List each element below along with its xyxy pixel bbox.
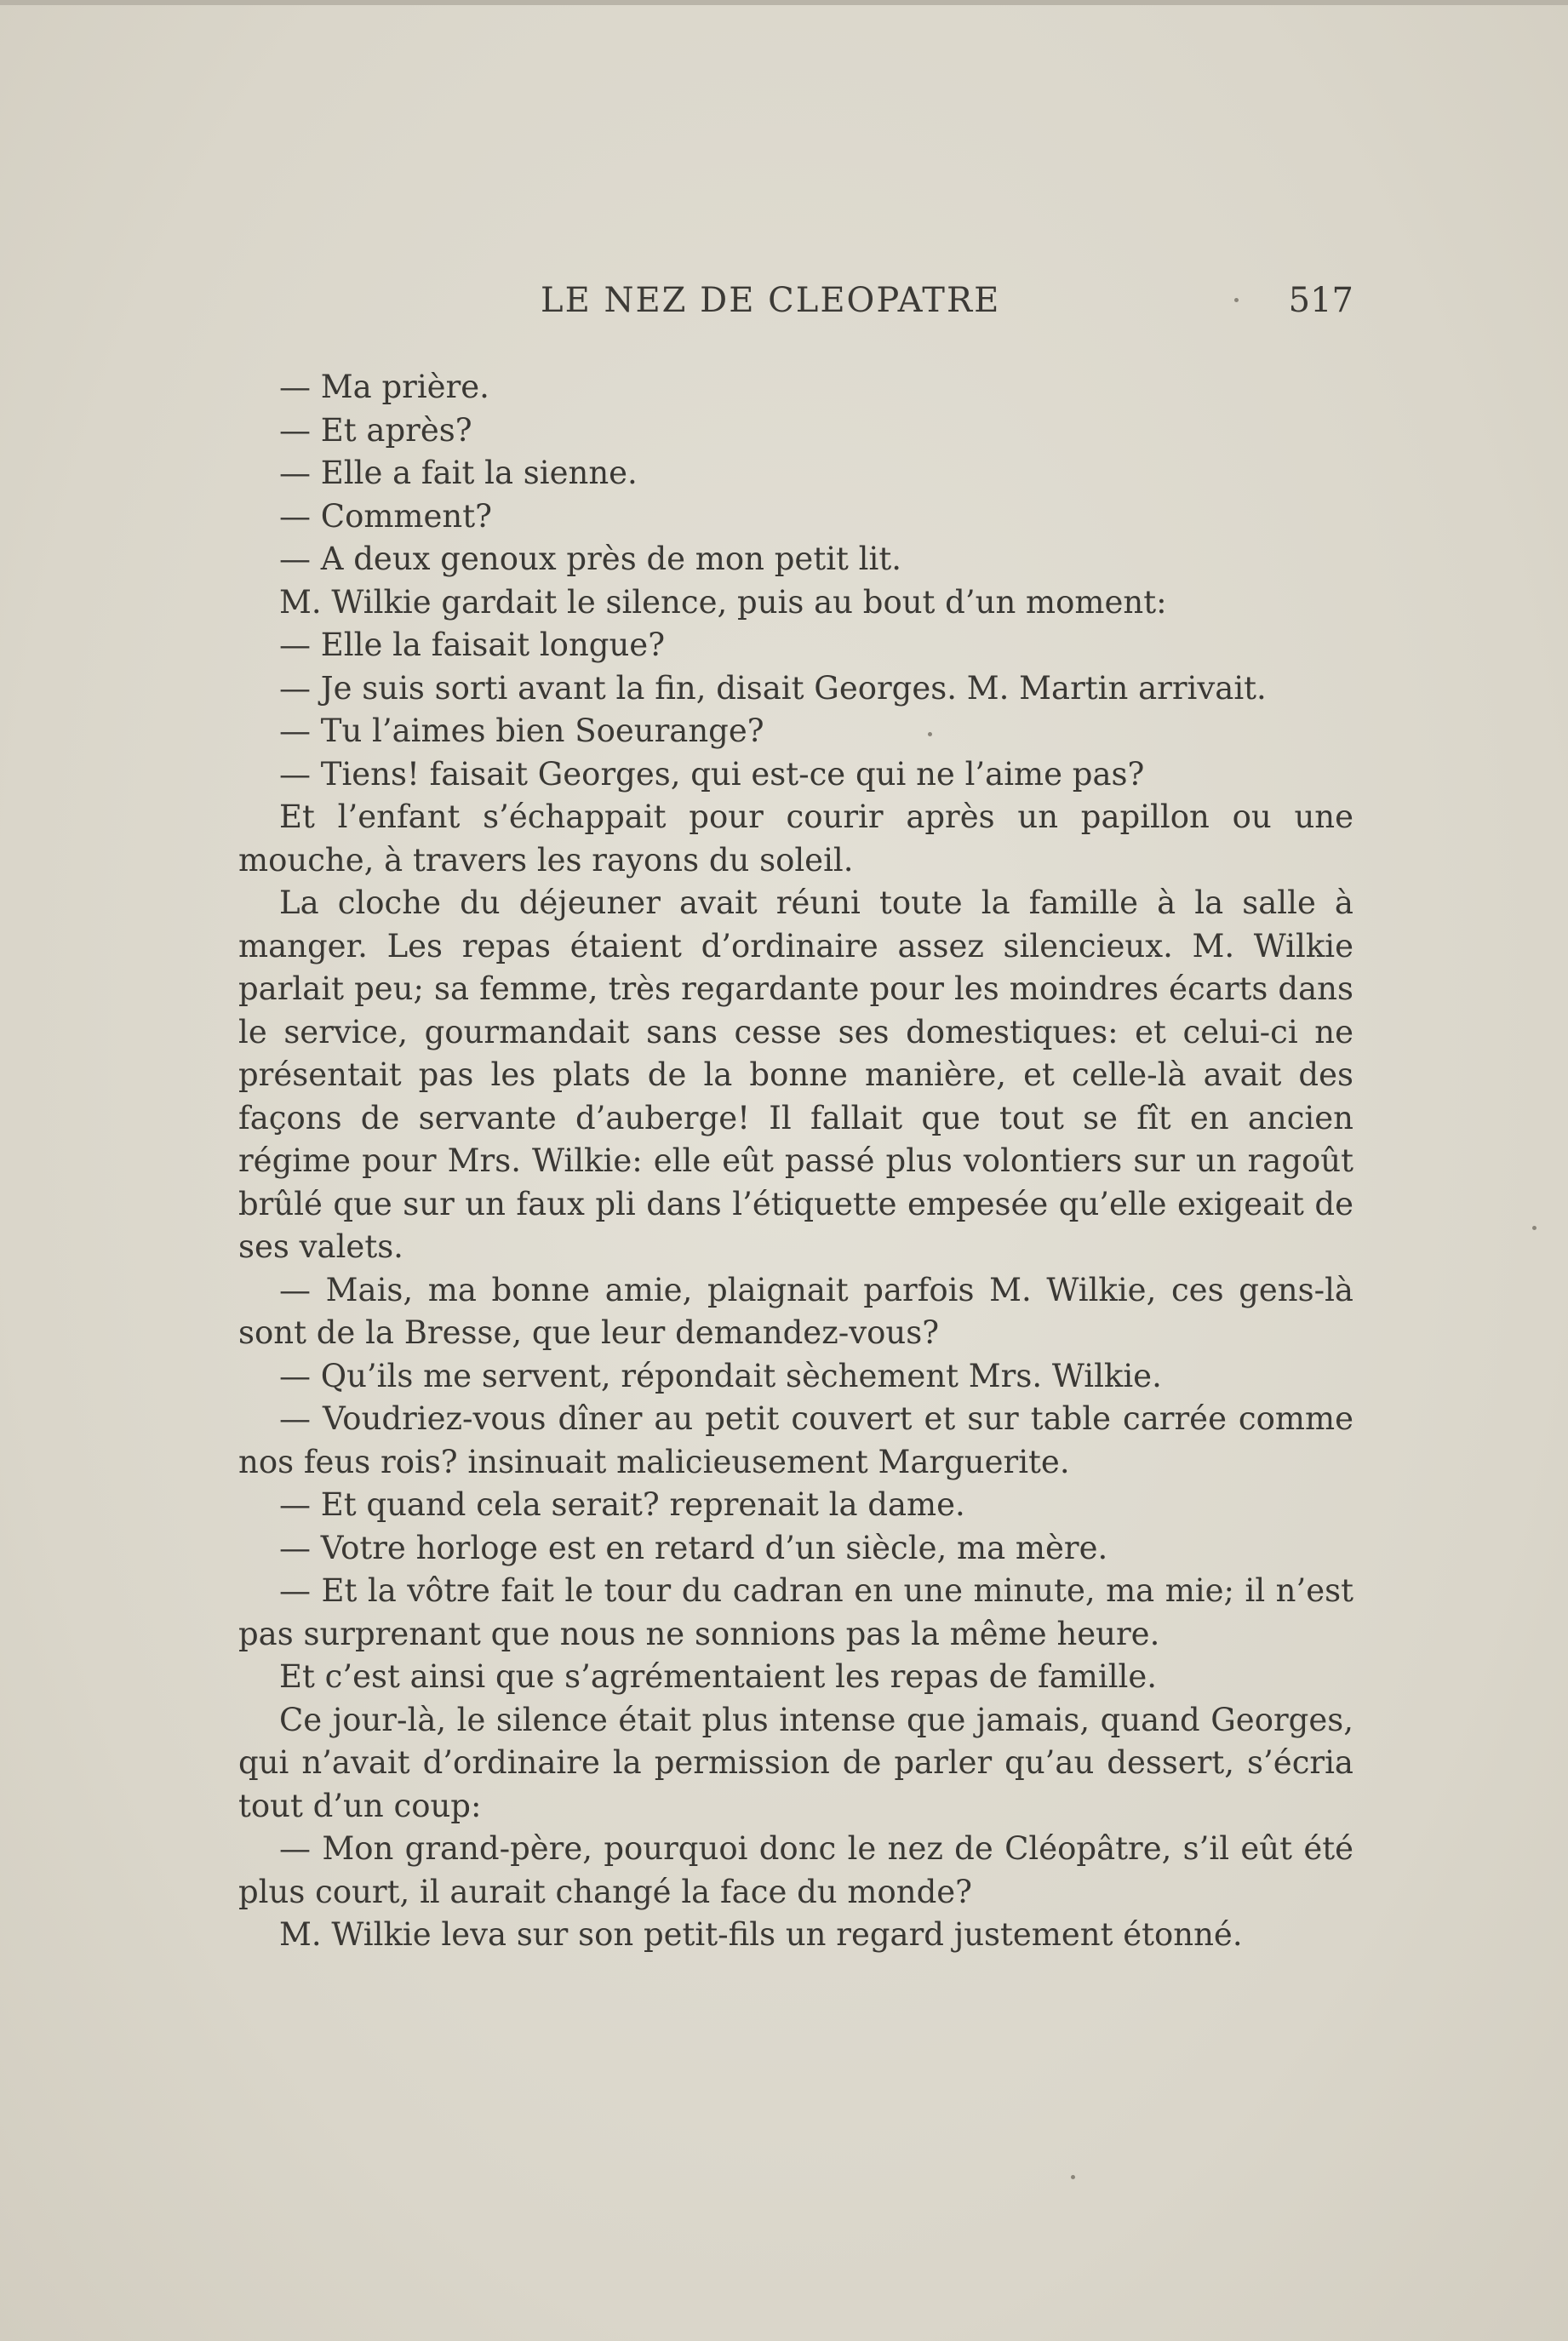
page-top-edge	[0, 0, 1568, 5]
paragraph: — Comment?	[279, 497, 492, 535]
paragraph: — Elle a fait la sienne.	[279, 455, 638, 491]
paper-speck	[928, 732, 932, 736]
paragraph: — Tiens! faisait Georges, qui est-ce qui ne l’aime pas?	[279, 755, 1145, 793]
paragraph: — Et après?	[279, 411, 472, 449]
paragraph: Et c’est ainsi que s’agrémentaient les repas de famille.	[279, 1658, 1158, 1695]
paragraph: — Ma prière.	[279, 369, 489, 405]
paragraph: Ce jour-là, le silence était plus intense que jamais, quand Georges, qui n’avait d’ordinaire la permission de parler qu’au dessert, s’écria tout d’un coup:	[238, 1701, 1353, 1824]
paragraph: — Qu’ils me servent, répondait sèchement Mrs. Wilkie.	[279, 1357, 1162, 1394]
paragraph: Et l’enfant s’échappait pour courir après un papillon ou une mouche, à travers les rayons du soleil.	[238, 798, 1353, 879]
body-text	[238, 366, 1353, 1957]
paper-speck	[1532, 1226, 1537, 1230]
paragraph: — Tu l’aimes bien Soeurange?	[279, 713, 764, 749]
page-header	[238, 281, 1353, 332]
page-number: 517	[1288, 281, 1353, 320]
paragraph: — Et la vôtre fait le tour du cadran en une minute, ma mie; il n’est pas surprenant que nous ne sonnions pas la même heure.	[238, 1572, 1353, 1652]
paragraph: M. Wilkie gardait le silence, puis au bout d’un moment:	[279, 583, 1167, 621]
paragraph: — A deux genoux près de mon petit lit.	[279, 541, 901, 577]
paragraph: — Elle la faisait longue?	[279, 627, 666, 663]
paragraph: La cloche du déjeuner avait réuni toute la famille à la salle à manger. Les repas étaient d’ordinaire assez silencieux. M. Wilkie parlait peu; sa femme, très regardante pour les moindres écarts dans le service, gourmandait sans cesse ses domestiques: et celui-ci ne présentait pas les plats de la bonne manière, et celle-là avait des façons de servante d’auberge! Il fallait que tout se fît en ancien régime pour Mrs. Wilkie: elle eût passé plus volontiers sur un ragoût brûlé que sur un faux pli dans l’étiquette empesée qu’elle exigeait de ses valets.	[238, 884, 1353, 1265]
paragraph: — Votre horloge est en retard d’un siècle, ma mère.	[279, 1529, 1108, 1566]
paper-speck	[1234, 298, 1239, 302]
paper-speck	[1071, 2175, 1075, 2179]
paragraph: M. Wilkie leva sur son petit-fils un regard justement étonné.	[279, 1916, 1243, 1953]
paragraph: — Voudriez-vous dîner au petit couvert et sur table carrée comme nos feus rois? insinuait malicieusement Marguerite.	[238, 1400, 1353, 1480]
paragraph: — Je suis sorti avant la fin, disait Georges. M. Martin arrivait.	[279, 669, 1267, 707]
running-title: LE NEZ DE CLEOPATRE	[541, 281, 1001, 320]
paragraph: — Mon grand-père, pourquoi donc le nez de Cléopâtre, s’il eût été plus court, il aurait changé la face du monde?	[238, 1830, 1353, 1910]
paragraph: — Et quand cela serait? reprenait la dame.	[279, 1486, 965, 1523]
paragraph: — Mais, ma bonne amie, plaignait parfois M. Wilkie, ces gens-là sont de la Bresse, que leur demandez-vous?	[238, 1271, 1353, 1351]
